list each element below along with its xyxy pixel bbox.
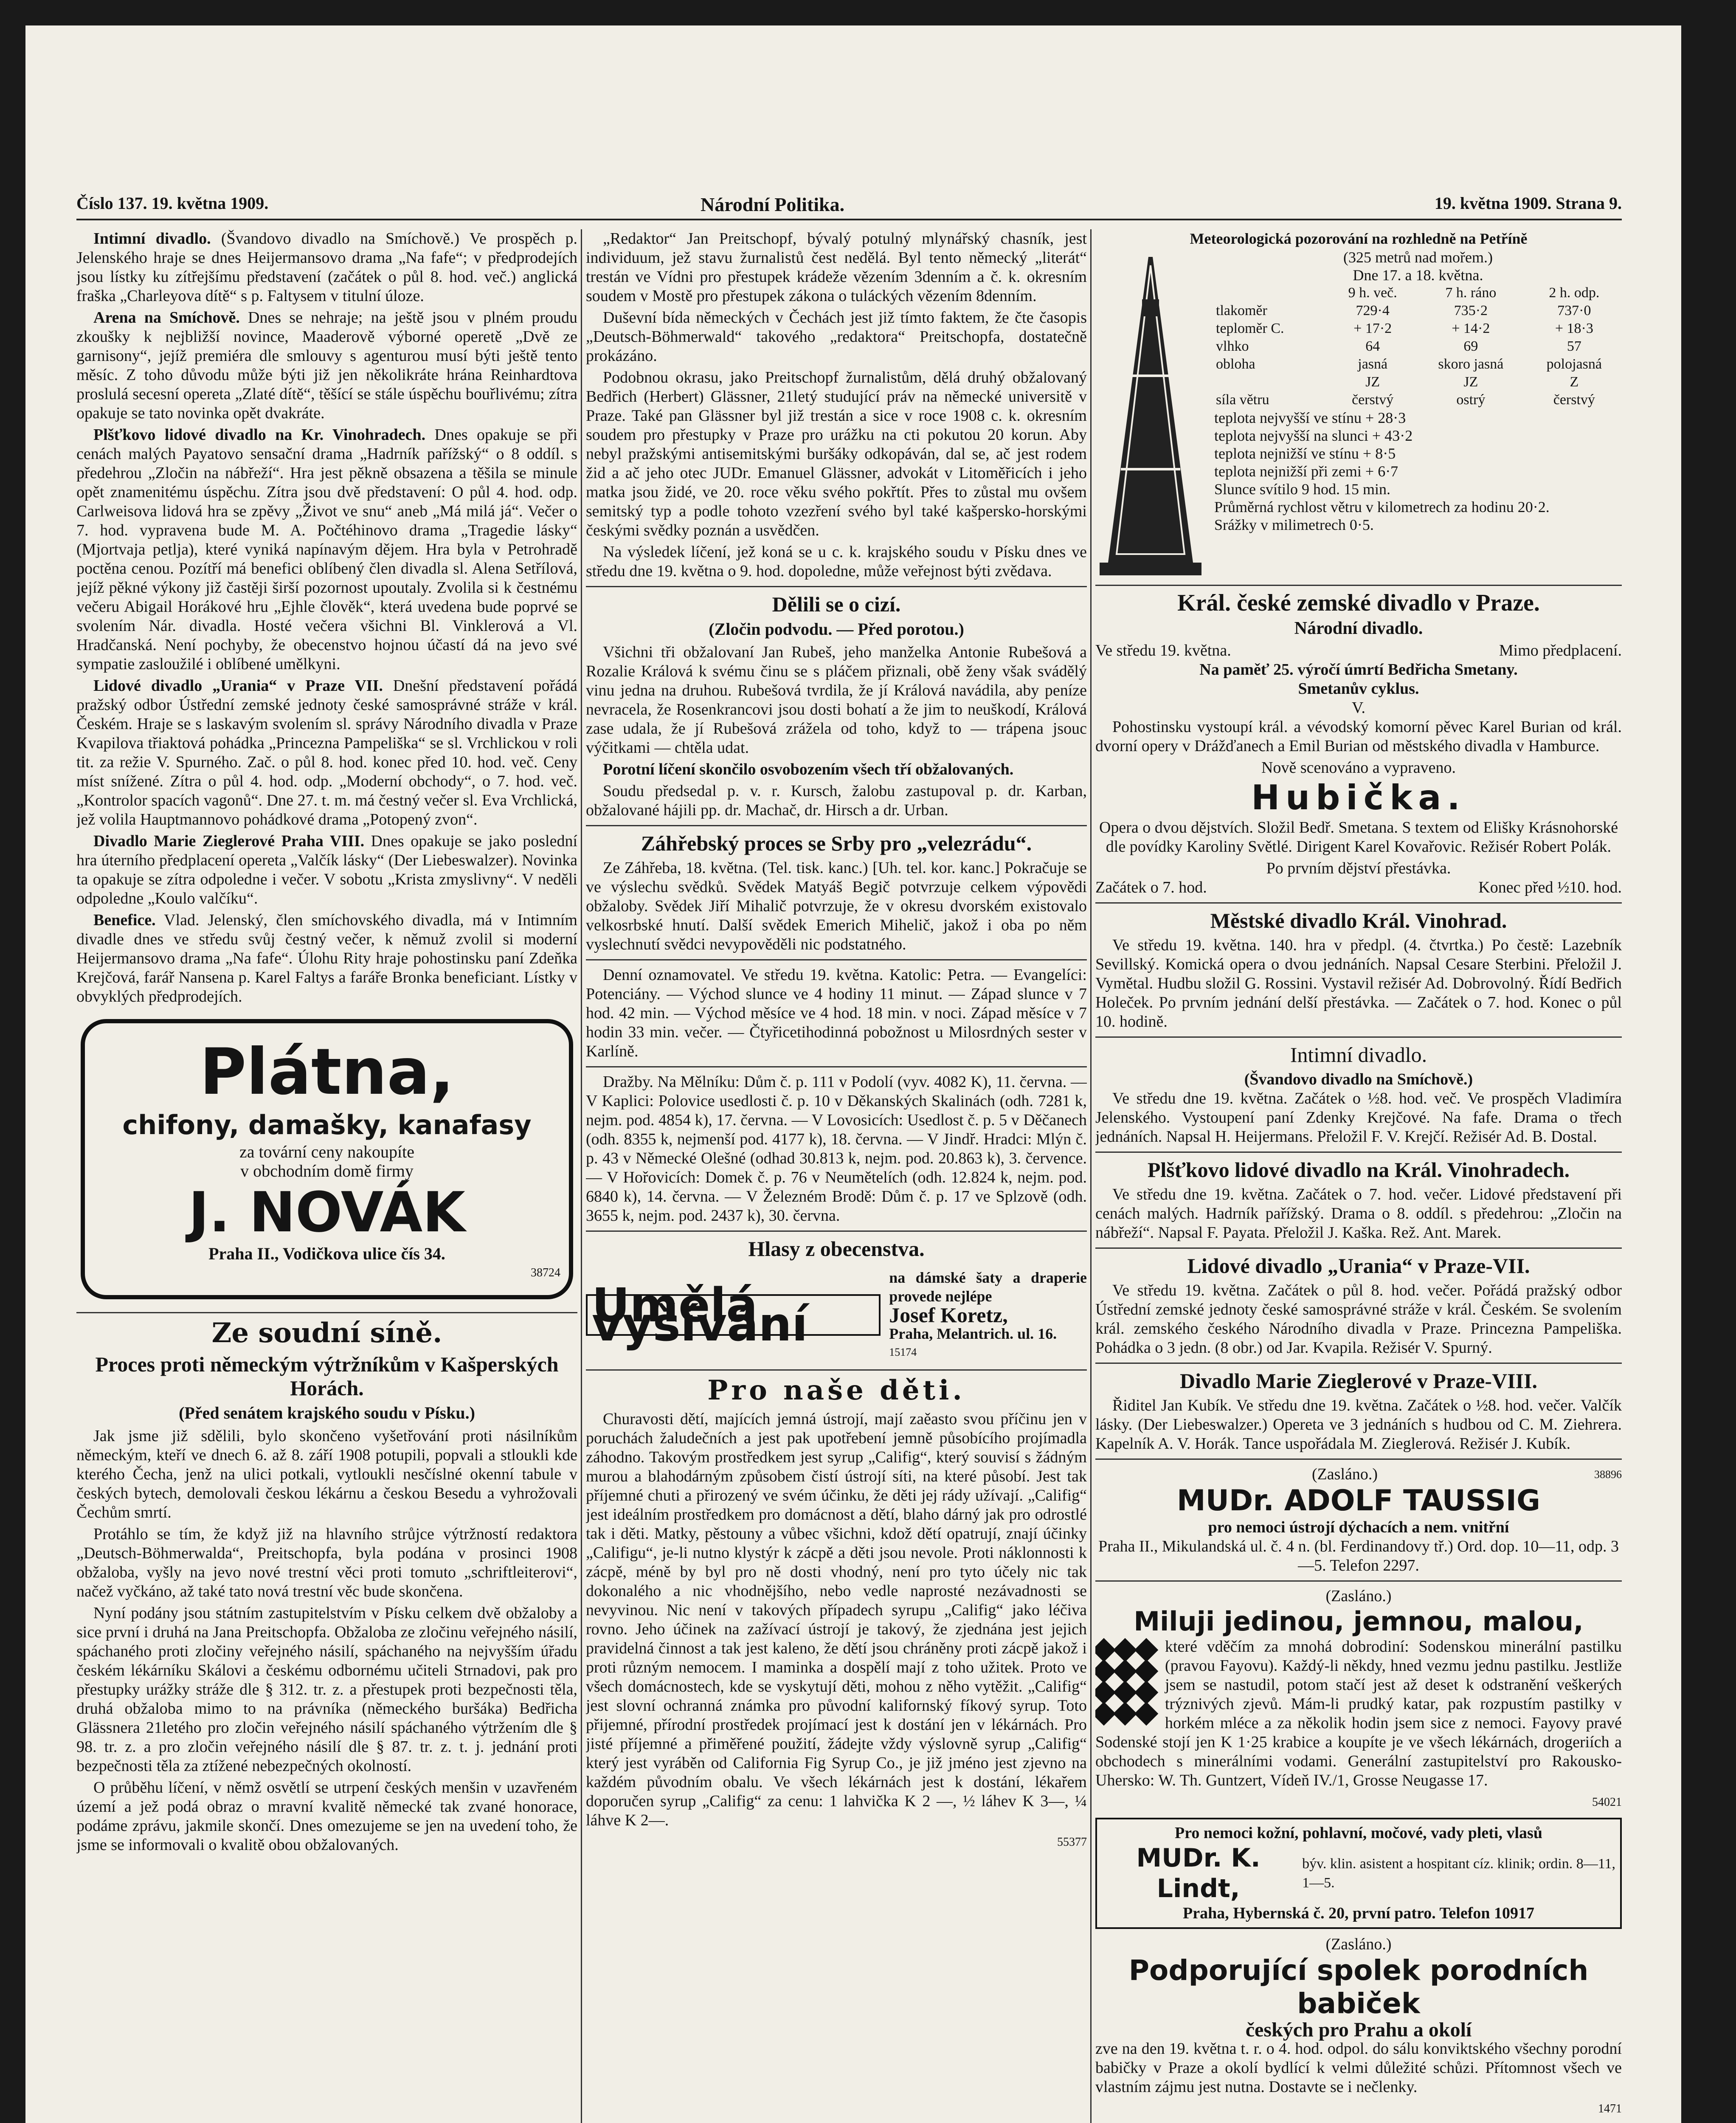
column-2 — [586, 229, 1087, 2123]
taussig-name: MUDr. ADOLF TAUSSIG — [1177, 1484, 1540, 1518]
theatre-subtitle: Národní divadlo. — [1294, 619, 1423, 638]
midwives-title: Podporující spolek porodních babiček — [1128, 1954, 1589, 2020]
soden-headline: Miluji jedinou, jemnou, malou, — [1134, 1606, 1584, 1637]
taussig-address: Praha II., Mikulandská ul. č. 4 n. (bl. Ferdinandovy tř.) Ord. dop. 10—11, odp. 3—5. Telefon 2297. — [1098, 1537, 1619, 1574]
theatre-note: Arena na Smíchově. Dnes se nehraje; na ještě jsou v plném proudu zkoušky k nejbližší novince, Maaderově výborné operetě „Dvě ze garnisony“, jejíž premiéra dle smlouvy s agenturou musí býti ještě tento měsíc. Z toho důvodu může býti již jen několikráte hrána Reinhardtova proslulá secesní opereta „Zlaté dítě“, těšící se stále úspěchu bouřlivému; zítra opakuje se tato novinka opět dvakráte. — [76, 309, 577, 422]
theatre-note: Benefice. Vlad. Jelenský, člen smíchovského divadla, má v Intimním divadle dnes ve středu svůj čestný večer, k němuž zvolil si moderní Heijermansovo drama „Na fafe“. Úlohu Rity hraje pohostinsku paní Zdeňka Krejčová, farář Nansena p. Karel Faltys a faráře Bronka beneficiant. Lístky v obvyklých předprodejích. — [76, 911, 577, 1005]
weather-report — [1095, 248, 1622, 580]
weather-extra: Slunce svítilo 9 hod. 15 min. — [1214, 481, 1391, 498]
divider — [586, 959, 1087, 960]
newspaper-title: Národní Politika. — [701, 194, 845, 215]
weather-data — [1214, 248, 1622, 580]
ad-headline: Plátna, — [200, 1035, 454, 1109]
paragraph: Podobnou okrasu, jako Preitschopf žurnalistům, dělá druhý obžalovaný Bedřich (Herbert) Glässner, 21letý studující práv na německé universitě v Praze. Také pan Glässner byl již trestán a sice v roce 1908 c. k. okresním soudem pro přestupky v Praze pro urážku na cti pokutou 20 korun. Aby nebyl pražskými antisemitskými buršáky odkopáván, dal se, ač jest rodem žid a ač jeho otec JUDr. Emanuel Glässner, advokát v Litoměřicích i jeho matka jsou židé, ve 20. roce věku svého pokřtít. Přes to zůstal mu ovšem semitský typ a podle tohoto vzezření svého byl také kašpersko-horskými českými svědky poznán a usvědčen. — [586, 369, 1087, 539]
cycle-name: Smetanův cyklus. — [1298, 680, 1419, 698]
divider — [1095, 1036, 1622, 1038]
divider — [586, 1066, 1087, 1067]
court-section-heading: Ze soudní síně. — [211, 1317, 442, 1349]
article-title: Dělili se o cizí. — [772, 592, 901, 616]
column-3 — [1095, 229, 1622, 2123]
opera-description: Opera o dvou dějstvích. Složil Bedř. Smetana. S textem od Elišky Krásnohorské dle povídky Karoliny Světlé. Dirigent Karel Kovařovic. Režisér Robert Polák. — [1099, 819, 1618, 856]
paragraph: Ve středu 19. května. Začátek o půl 8. hod. večer. Pořádá pražský odbor Ústřední zemské jednoty české samosprávné stráže v král. Českém. Se svolením král. zemského českého Národního divadla v Praze. Princezna Pampeliška. Pohádka o 3 jedn. (8 obr.) od Jar. Kvapila. Režisér V. Spurný. — [1095, 1281, 1622, 1357]
weather-table: 9 h. več. 7 h. ráno 2 h. odp. tlakoměr 729·4 735·2 737·0 teploměr C. + 17·2 + 14·2 + 18·3 vlhko 64 69 57 obloha jasná skoro jasná polojasná JZ JZ Z síla větru čerstvý ostrý čerstvý — [1214, 284, 1622, 409]
lindt-advertisement — [1095, 1818, 1622, 1929]
advert-tag: (Zasláno.) — [1325, 1587, 1392, 1605]
theatre-subtitle: (Švandovo divadlo na Smíchově.) — [1244, 1070, 1473, 1088]
lindt-address: Praha, Hybernská č. 20, první patro. Telefon 10917 — [1183, 1904, 1534, 1922]
ad-address: Praha II., Vodičkova ulice čís 34. — [208, 1244, 445, 1263]
ad-number: 55377 — [1057, 1836, 1087, 1849]
article-title: Pro naše děti. — [707, 1374, 965, 1406]
paragraph: Protáhlo se tím, že když již na hlavního strůjce výtržností redaktora „Deutsch-Böhmerwalda“, Preitschopfa, byla podána v prosinci 1908 obžaloba, vyšly na jevo nové trestní věci proti tomuto „schriftleiterovi“, načež vyčkáno, až také tato nová trestní věc bude skončena. — [76, 1525, 577, 1600]
paragraph: Jak jsme již sdělili, bylo skončeno vyšetřování proti násilníkům německým, kteří ve dnech 6. až 8. září 1908 potupili, popvali a stloukli kde kterého Čecha, jenž na ulici potkali, vytloukli nesčíslné okenní tabule v českých bytech, demolovali českou lékárnu a českou Besedu a vyhrožovali Čechům smrtí. — [76, 1427, 577, 1521]
theatre-title: Divadlo Marie Zieglerové v Praze-VIII. — [1180, 1369, 1537, 1393]
performance-date-row: Ve středu 19. května. Mimo předplacení. — [1095, 642, 1622, 659]
theatre-note: Intimní divadlo. (Švandovo divadlo na Smíchově.) Ve prospěch p. Jelenského hraje se dnes Heijermansovo drama „Na fafe“; v předprodejích jsou lístky ku zítřejšímu představení (začátek o půl 8. hod. več.) anglická fraška „Charleyova dítě“ s p. Faltysem v titulní úloze. — [76, 230, 577, 305]
theatre-note: Lidové divadlo „Urania“ v Praze VII. Dnešní představení pořádá pražský odbor Ústřední zemské jednoty české samosprávné stráže v král. Českém. Hraje se s laskavým svolením sl. správy Národního divadla v Praze Kvapilova třiaktová pohádka „Princezna Pampeliška“ se sl. Vrchlickou v roli tit. za režie V. Spurného. Zač. o půl 8. hod. konec před 10. hod. več. Ceny míst snížené. Zítra o půl 4. hod. odp. „Moderní obchody“, o 7. hod. več. „Kontrolor spacích vagonů“. Dne 27. t. m. má čestný večer sl. Eva Vrchlická, jež volila Hauptmannovo pohádkové drama „Potopený zvon“. — [76, 677, 577, 828]
paragraph: Pohostinsku vystoupí král. a vévodský komorní pěvec Karel Burian od král. dvorní opery v Drážďanech a Emil Burian od městského divadla v Hamburce. — [1095, 718, 1622, 755]
article-title: Záhřebský proces se Srby pro „velezrádu“. — [641, 831, 1032, 855]
column-rule — [1090, 229, 1092, 2123]
divider — [1095, 585, 1622, 586]
weather-row: vlhko 64 69 57 — [1216, 338, 1581, 354]
column-rule — [581, 229, 582, 2123]
weather-extra: teplota nejvyšší na slunci + 43·2 — [1214, 427, 1413, 444]
ad-number: 54021 — [1592, 1796, 1622, 1809]
masthead — [76, 193, 1622, 220]
soden-ad — [1095, 1637, 1622, 1812]
ad-number: 38724 — [531, 1266, 560, 1279]
paragraph: Ze Záhřeba, 18. května. (Tel. tisk. kanc.) [Uh. tel. kor. kanc.] Pokračuje se ve výslechu svědků. Svědek Matyáš Begič potvrzuje celkem výpovědi obžaloby. Svědek Jiří Mihalič potvrzuje, že v okresu dvorském existovalo velkosrbské hnutí. Další svědek Emerich Mihelič, jakož i oba po něm vyslechnutí svědci nevypověděli nic podstatného. — [586, 859, 1087, 953]
divider — [1095, 1363, 1622, 1364]
divider — [1095, 1152, 1622, 1153]
ad-headline: Umělá vyšívání — [586, 1294, 881, 1336]
weather-extra: Průměrná rychlost větru v kilometrech za hodinu 20·2. — [1214, 498, 1550, 515]
divider — [586, 1230, 1087, 1232]
weather-elevation: (325 metrů nad mořem.) — [1343, 249, 1493, 266]
weather-date: Dne 17. a 18. května. — [1353, 267, 1483, 284]
ad-number: 1471 — [1598, 2102, 1622, 2115]
theatre-notes — [76, 229, 577, 1006]
novak-advertisement — [81, 1019, 573, 1299]
theatre-title: Lidové divadlo „Urania“ v Praze-VII. — [1187, 1254, 1530, 1278]
ad-line: v obchodním domě firmy — [240, 1161, 414, 1180]
newspaper-page — [25, 25, 1681, 2123]
lindt-name: MUDr. K. Lindt, — [1136, 1843, 1260, 1903]
court-article-title: Proces proti německým výtržníkům v Kašperských Horách. — [95, 1352, 559, 1400]
weather-row: teploměr C. + 17·2 + 14·2 + 18·3 — [1216, 321, 1593, 336]
divider — [1095, 902, 1622, 904]
theatre-note: Plšťkovo lidové divadlo na Kr. Vinohradech. Dnes opakuje se při cenách malých Payatovo sensační drama „Hadrník pařížský“ o 8 oddíl. s předehrou „Zločin na nábřeží“. Hra jest pěkně obsazena a těšila se minule opět znamenitému úspěchu. Zítra jsou dvě představení: O půl 4. hod. odp. Carlweisova lidová hra se zpěvy „Život ve snu“ aneb „Má milá já“. Večer o 7. hod. vypravena bude M. A. Počtéhinovo drama „Tragedie lásky“ (Mjortvaja petlja), které vyniká napínavým dějem. Hra byla v Petrohradě poctěna cenou. Pozítří má benefici oblíbený člen divadla sl. Alena Setřílová, jejíž pěkné výkony již častěji širší pozornost upoutaly. Zvolila si k čestnému večeru Abigail Horákové hru „Ejhle člověk“, která uvedena bude poprvé se svolením Nár. divadla. Hosté večera všichni Bl. Vinklerová a Vl. Hradčanská. Není pochyby, že obecenstvo hojnou účastí dá na jevo své sympatie zasloužilé i oblíbené umělkyni. — [76, 426, 577, 673]
staging-note: Nově scenováno a vypraveno. — [1261, 759, 1456, 777]
paragraph: Ve středu 19. května. 140. hra v předpl. (4. čtvrtka.) Po čestě: Lazebník Sevillský. Komická opera o dvou jednáních. Napsal Cesare Sterbini. Přeložil J. Vymětal. Hudbu složil G. Rossini. Vystavil režisér Ad. Dobrovolný. Řídí Bedřich Holeček. Po prvním jednání delší přestávka. — Začátek o 7. hod. Konec o půl 10. hodině. — [1095, 936, 1622, 1031]
divider — [1095, 1580, 1622, 1582]
paragraph: Ve středu dne 19. května. Začátek o ½8. hod. več. Ve prospěch Vladimíra Jelenského. Vystoupení paní Zdenky Krejčové. Na fafe. Drama o třech jednáních. Napsal H. Heijermans. Přeložil F. V. Krejčí. Režisér Ad. B. Dostal. — [1095, 1090, 1622, 1146]
divider — [1095, 1459, 1622, 1460]
show-times: Začátek o 7. hod. Konec před ½10. hod. — [1095, 878, 1622, 896]
theatre-note: Divadlo Marie Zieglerové Praha VIII. Dnes opakuje se jako poslední hra úterního předplacení opereta „Valčík lásky“ (Der Liebeswalzer). Novinka ta opakuje se zítra odpoledne i večer. V sobotu „Krista zmyslivny“. V neděli odpoledne „Koulo valčíku“. — [76, 832, 577, 907]
diamond-pattern-icon — [1095, 1642, 1155, 1722]
paragraph: Řiditel Jan Kubík. Ve středu dne 19. května. Začátek o ½8. hod. večer. Valčík lásky. (Der Liebeswalzer.) Opereta ve 3 jednáních s hudbou od C. M. Ziehrera. Kapelník A. V. Horák. Tance uspořádala M. Zieglerová. Režisér J. Kubík. — [1095, 1397, 1622, 1453]
weather-extra: teplota nejnižší při zemi + 6·7 — [1214, 463, 1398, 480]
weather-row: JZ JZ Z — [1365, 374, 1579, 390]
paragraph: Ve středu dne 19. května. Začátek o 7. hod. večer. Lidové představení při cenách malých. Hadrník pařížský. Drama o 8. oddíl. s předehrou: „Zločin na nábřeží“. Napsal F. Payata. Přeložil J. Kaška. Rež. Ant. Marek. — [1095, 1185, 1622, 1242]
advert-tag: (Zasláno.) — [1325, 1935, 1392, 1953]
koretz-advertisement — [586, 1268, 1087, 1362]
opera-title: Hubička. — [1251, 778, 1466, 817]
paragraph: Na výsledek líčení, jež koná se u c. k. krajského soudu v Písku dnes ve středu dne 19. května o 9. hod. dopoledne, může veřejnost býti zvědava. — [586, 543, 1087, 580]
divider — [76, 1312, 577, 1313]
paragraph: O průběhu líčení, v němž osvětlí se utrpení českých menšin v uzavřeném území a jež podá obraz o mravní kvalitě německé tak zvané honorace, podáme zprávu, jakmile skončí. Dnes omezujeme se jen na uvedení toho, že jsme se informovali o kvalitě obou obžalovaných. — [76, 1779, 577, 1854]
lindt-specialty: Pro nemoci kožní, pohlavní, močové, vady pleti, vlasů — [1175, 1824, 1542, 1842]
paragraph: Churavosti dětí, majících jemná ústrojí, mají zaěasto svou příčinu jen v poruchách žaludečních a jest pak upotřebení jemně působícího projímadla záhodno. Takovým prostředkem jest syrup „Califig“, který souvisí s žádným murou a blahodárným způsobem čistí ústrojí síti, na které působí. Jest tak příjemné chuti a přirozený ve svém účinku, že děti jej rády užívají. „Califig“ jest ideálním prostředkem pro domácnost a dětí, blaho dárný jak pro odrostlé tak i děti. Matky, pěstouny a vůbec všichni, kdož dětí opatrují, znají účinky „Califigu“, je-li nutno klystýr k zácpě a děti jsou nevole. Proti náklonnosti k zácpě, méně by byl pro ně dosti vhodný, není pro tyto účely nic tak dokonalého a nic vhodnějšího, nebo vedle naprosté nezávadnosti se nevyvinou. Nic není v takových případech syrupu „Califig“ jako léčiva rovno. Jeho účinek na zažívací ústrojí je takový, že zjednána jest jejich pravidelná činnost a tak jest kaleno, že dětí jsou chráněny proti zácpě jakož i proti různým nemocem. I maminka a dospělí mají z toho užitek. Proto ve všech domácnostech, kde se vyskytují děti, mohou z něho vytěžit. „Califig“ jest slovní ochranná známka pro původní kalifornský fíkový syrup. Toto přijemné, přírodní prostředek projímací jest k dostání jen v lékárnách. Pro jisté příjemné a přiměřené použití, žádejte vždy výslovně syrup „Califig“ který jest vyráběn od California Fig Syrup Co., je již jméno jest zjevno na každém původním obalu. Ve všech lékárnách jest k dostání, lékařem doporučen syrup „Califig“ za cenu: 1 lahvička K 2 —, ½ láhev K 3—, ¼ láhve K 2—. — [586, 1410, 1087, 1829]
paragraph: které vděčím za mnohá dobrodiní: Sodenskou minerální pastilku (pravou Fayovu). Každý-li někdy, hned vezmu jednu pastilku. Jestliže jsem se nastudil, potom stačí jest až deset k odstranění veškerých trýznivých zjevů. Mám-li prudký katar, pak rozpustím pastilky v horkém mléce a za několik hodin jsem sice z nemoci. Fayovy pravé Sodenské stojí jen K 1·25 krabice a koupíte je ve všech lékárnách, drogeriích a obchodech s minerálními vodami. Generální zastupitelství pro Rakousko-Uhersko: W. Th. Guntzert, Vídeň IV./1, Grosse Neugasse 17. — [1095, 1638, 1622, 1789]
intermission-note: Po prvním dějství přestávka. — [1266, 859, 1451, 877]
divider — [1095, 1247, 1622, 1249]
ad-company-name: J. NOVÁK — [189, 1180, 465, 1245]
column-1 — [76, 229, 577, 2123]
divider — [586, 586, 1087, 587]
lindt-details: býv. klin. asistent a hospitant cíz. klinik; ordin. 8—11, 1—5. — [1302, 1856, 1615, 1891]
theatre-title: Král. české zemské divadlo v Praze. — [1177, 590, 1540, 616]
weather-row: tlakoměr 729·4 735·2 737·0 — [1216, 303, 1591, 318]
theatre-title: Plšťkovo lidové divadlo na Král. Vinohradech. — [1147, 1158, 1570, 1182]
memorial-note: Na paměť 25. výročí úmrtí Bedřicha Smetany. — [1199, 661, 1518, 679]
paragraph: „Redaktor“ Jan Preitschopf, bývalý potulný mlynářský chasník, jest individuum, jež stavu žurnalistů čest nedělá. Byl tento německý „literát“ trestán ve Vídni pro přestupek krádeže vězením 3denním a č. k. okresním soudem v Mostě pro přestupek zákona o tuláckých vězením 8denním. — [586, 230, 1087, 305]
advert-tag-row: (Zasláno.) 38896 — [1311, 1465, 1622, 1483]
paragraph: Všichni tři obžalovaní Jan Rubeš, jeho manželka Antonie Rubešová a Rozalie Králová k svému činu se s pláčem přiznali, obě ženy však svádělý vinu jedna na druhou. Rubešová tvrdila, že jí Králová navádila, aby peníze nevracela, že Rosenkrancovi jsou dosti bohatí a že jim to neuškodí, Králová zase udala, že jí Rubešová zrážela od toho, když to — trápena jsouc výčitkami — chtěla udat. — [586, 643, 1087, 757]
daily-notice: Denní oznamovatel. Ve středu 19. května. Katolic: Petra. — Evangelíci: Potenciány. — Východ slunce ve 4 hodiny 11 minut. — Západ slunce v 7 hod. 42 min. — Východ měsíce ve 4 hod. 18 min. v noci. Západ měsíce v 7 hodin 33 min. večer. — Čtyřicetihodinná pobožnost u Milosrdných sester v Karlíně. — [586, 966, 1087, 1060]
paragraph: Soudu předsedal p. v. r. Kursch, žalobu zastupoval p. dr. Karban, obžalované hájili pp. dr. Machač, dr. Hirsch a dr. Urban. — [586, 782, 1087, 819]
weather-row: síla větru čerstvý ostrý čerstvý — [1216, 392, 1595, 408]
paragraph: Nyní podány jsou státním zastupitelstvím v Písku celkem dvě obžaloby a sice první i druhá na Jana Preitschopfa. Obžaloba ze zločinu veřejného násilí, spáchaného proti zločiny veřejného násilí, spáchaného na nejvyšším úřadu českém lékárníku Skálovi a českému odbornému učiteli Strnadovi, pak pro přestupky urážky stráže dle § 312. tr. z. a přestupek proti bezpečnosti těla, druhá obžaloba mimo to na právníka (německého buršáka) Bedřicha Glässnera 21letého pro zločin veřejného násilí spáchaného výtržením dle § 98. tr. z. a pro zločin veřejného násilí dle § 87. tr. z. t. j. jednání proti bezpečnosti těla za ztížené nebezpečných okolností. — [76, 1604, 577, 1775]
divider — [586, 825, 1087, 826]
taussig-specialty: pro nemoci ústrojí dýchacích a nem. vnitřní — [1208, 1518, 1509, 1536]
paragraph: Porotní líčení skončilo osvobozením všech tří obžalovaných. — [603, 760, 1014, 778]
paragraph: Duševní bída německých v Čechách jest již tímto faktem, že čte časopis „Deutsch-Böhmerwald“ takového „redaktora“ Preitschopfa, dostatečně prokázáno. — [586, 309, 1087, 365]
weather-extra: teplota nejvyšší ve stínu + 28·3 — [1214, 409, 1406, 426]
section-heading: Hlasy z obecenstva. — [748, 1237, 925, 1261]
petrin-tower-illustration — [1095, 248, 1206, 580]
ad-line: za tovární ceny nakoupíte — [239, 1142, 415, 1161]
weather-row: obloha jasná skoro jasná polojasná — [1216, 356, 1602, 372]
court-article-subtitle: (Před senátem krajského soudu v Písku.) — [179, 1403, 475, 1422]
article-subtitle: (Zločin podvodu. — Před porotou.) — [709, 619, 964, 639]
ad-products: chifony, damašky, kanafasy — [122, 1109, 532, 1140]
theatre-title: Městské divadlo Král. Vinohrad. — [1210, 909, 1507, 932]
ad-details: na dámské šaty a draperie provede nejlépe Josef Koretz, Praha, Melantrich. ul. 16. 15174 — [889, 1269, 1087, 1358]
weather-extra: teplota nejnižší ve stínu + 8·5 — [1214, 445, 1396, 462]
weather-extra: Srážky v milimetrech 0·5. — [1214, 516, 1374, 533]
theatre-title: Intimní divadlo. — [1290, 1043, 1427, 1067]
paragraph: zve na den 19. května t. r. o 4. hod. odpol. do sálu konviktského všechny porodní babičky v Praze a okolí bydlící k velmi důležité schůzi. Přítomnost všech ve vlastním zájmu jest nutna. Dostavte se i nečlenky. — [1095, 2040, 1622, 2096]
auction-notice: Dražby. Na Mělníku: Dům č. p. 111 v Podolí (vyv. 4082 K), 11. června. — V Kaplici: Polovice usedlosti č. p. 10 v Děkanských Skalinách (odh. 7281 k, nejm. pod. 4854 k), 17. června. — V Lovosicích: Usedlost č. p. 5 v Děčanech (odh. 8355 k, nejmenší pod. 4177 k), 18. června. — V Jindř. Hradci: Mlýn č. p. 43 v Německé Olešné (odhad 30.813 k, nejm. pod. 20.863 k), 3. července. — V Hořovicích: Domek č. p. 76 v Neumětelích (odh. 12.824 k, nejm. pod. 6840 k), 14. června. — V Železném Brodě: Dům č. p. 17 ve Splzově (odh. 3655 k, nejm. pod. 2437 k), 30. června. — [586, 1073, 1087, 1225]
issue-number: Číslo 137. 19. května 1909. — [76, 194, 269, 213]
cycle-number: V. — [1351, 699, 1366, 717]
midwives-subtitle: českých pro Prahu a okolí — [1245, 2019, 1472, 2041]
divider — [586, 1369, 1087, 1371]
weather-heading: Meteorologická pozorování na rozhledně na Petříně — [1190, 230, 1528, 247]
page-number: 19. května 1909. Strana 9. — [1434, 194, 1622, 213]
